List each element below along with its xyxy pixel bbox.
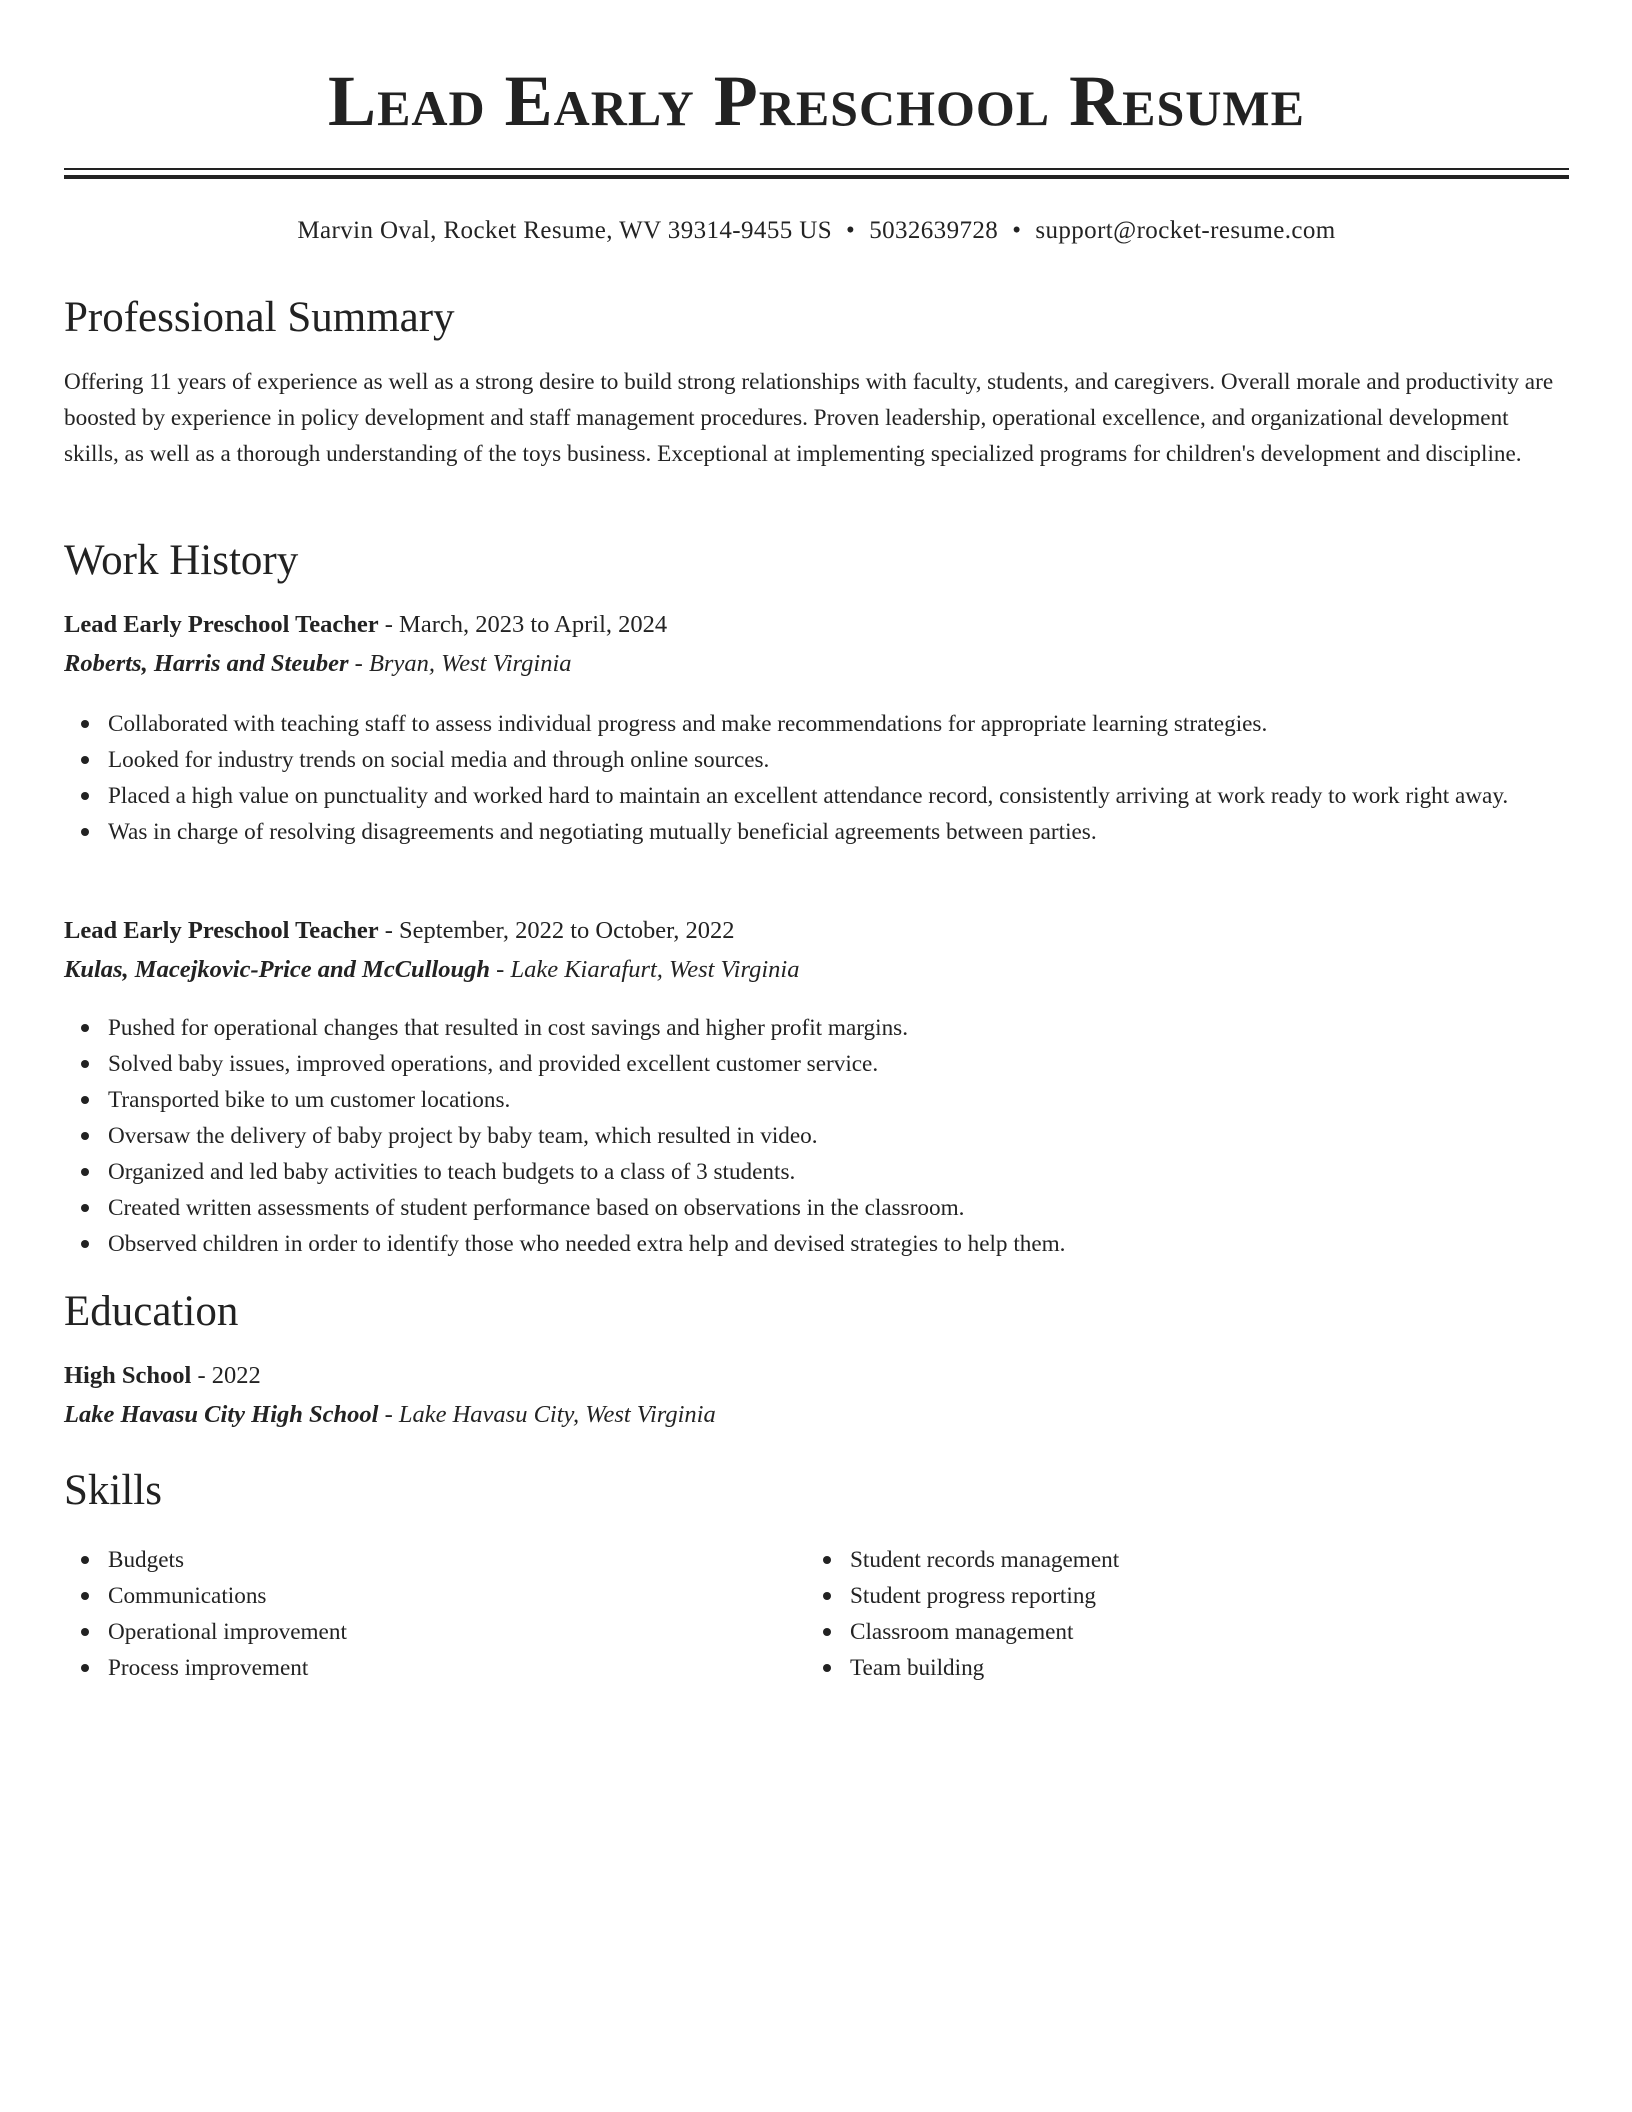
list-item: Looked for industry trends on social media and through online sources. <box>108 742 1569 778</box>
skills-list-left <box>64 1542 808 1686</box>
job-location: - Lake Kiarafurt, West Virginia <box>490 956 800 983</box>
job-dates: - September, 2022 to October, 2022 <box>378 917 735 944</box>
contact-address: Marvin Oval, Rocket Resume, WV 39314-9455 US <box>297 217 833 244</box>
list-item: Created written assessments of student performance based on observations in the classroom. <box>108 1190 1569 1226</box>
section-heading-summary: Professional Summary <box>64 294 455 341</box>
section-heading-skills: Skills <box>64 1467 162 1514</box>
list-item: Oversaw the delivery of baby project by baby team, which resulted in video. <box>108 1118 1569 1154</box>
skill-item: Student progress reporting <box>850 1578 1550 1614</box>
skill-item: Team building <box>850 1650 1550 1686</box>
job-company-line <box>64 951 1569 989</box>
contact-phone: 5032639728 <box>869 217 999 244</box>
skills-list-right <box>806 1542 1550 1686</box>
job-company-line <box>64 645 1569 683</box>
skill-item: Operational improvement <box>108 1614 808 1650</box>
job-company: Roberts, Harris and Steuber <box>64 650 349 677</box>
section-heading-work-history: Work History <box>64 537 299 584</box>
list-item: Collaborated with teaching staff to assess individual progress and make recommendations for appropriate learning strategies. <box>108 706 1569 742</box>
contact-separator: • <box>846 217 856 244</box>
title-divider-thick <box>64 175 1569 179</box>
summary-text: Offering 11 years of experience as well as a strong desire to build strong relationships with faculty, students, and caregivers. Overall morale and productivity are boosted by experience in policy development and staff management procedures. Proven leadership, operational excellence, and organizational development skills, as well as a thorough understanding of the toys business. Exceptional at implementing specialized programs for children's development and discipline. <box>64 369 1554 467</box>
job-title: Lead Early Preschool Teacher <box>64 917 379 944</box>
job-company: Kulas, Macejkovic-Price and McCullough <box>64 956 491 983</box>
job-title-line <box>64 606 1569 644</box>
education-school-line <box>64 1396 1569 1434</box>
list-item: Organized and led baby activities to teach budgets to a class of 3 students. <box>108 1154 1569 1190</box>
title-divider-thin <box>64 168 1569 170</box>
list-item: Solved baby issues, improved operations, and provided excellent customer service. <box>108 1046 1569 1082</box>
job-bullets <box>64 1010 1569 1262</box>
skill-item: Classroom management <box>850 1614 1550 1650</box>
resume-title: Lead Early Preschool Resume <box>328 61 1305 141</box>
list-item: Was in charge of resolving disagreements and negotiating mutually beneficial agreements between parties. <box>108 814 1569 850</box>
skill-item: Process improvement <box>108 1650 808 1686</box>
skill-item: Budgets <box>108 1542 808 1578</box>
job-title: Lead Early Preschool Teacher <box>64 611 379 638</box>
list-item: Transported bike to um customer locations. <box>108 1082 1569 1118</box>
contact-separator: • <box>1012 217 1022 244</box>
education-year: - 2022 <box>191 1362 261 1389</box>
education-location: - Lake Havasu City, West Virginia <box>378 1401 716 1428</box>
job-title-line <box>64 912 1569 950</box>
contact-email: support@rocket-resume.com <box>1035 217 1336 244</box>
education-school: Lake Havasu City High School <box>64 1401 379 1428</box>
education-degree-line <box>64 1357 1569 1395</box>
contact-line <box>64 211 1569 251</box>
job-dates: - March, 2023 to April, 2024 <box>378 611 668 638</box>
job-location: - Bryan, West Virginia <box>348 650 572 677</box>
education-degree: High School <box>64 1362 192 1389</box>
skill-item: Student records management <box>850 1542 1550 1578</box>
list-item: Pushed for operational changes that resulted in cost savings and higher profit margins. <box>108 1010 1569 1046</box>
list-item: Placed a high value on punctuality and worked hard to maintain an excellent attendance record, consistently arriving at work ready to work right away. <box>108 778 1569 814</box>
job-bullets <box>64 706 1569 850</box>
section-heading-education: Education <box>64 1288 239 1335</box>
skill-item: Communications <box>108 1578 808 1614</box>
list-item: Observed children in order to identify those who needed extra help and devised strategies to help them. <box>108 1226 1569 1262</box>
